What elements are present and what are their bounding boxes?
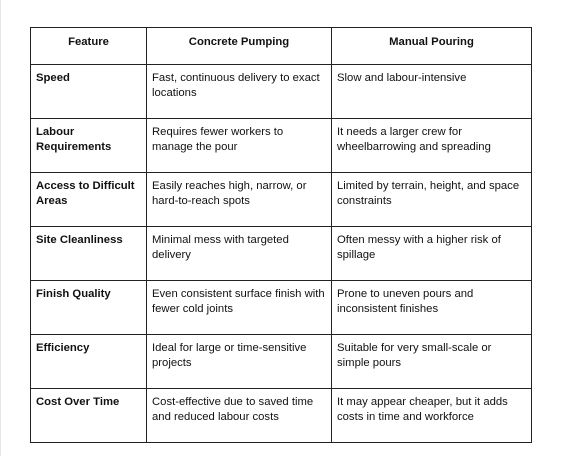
pumping-cell: Minimal mess with targeted delivery bbox=[147, 227, 332, 281]
table-row bbox=[31, 227, 532, 281]
feature-cell: Cost Over Time bbox=[31, 389, 147, 443]
table-row bbox=[31, 281, 532, 335]
manual-cell: It may appear cheaper, but it adds costs in time and workforce bbox=[332, 389, 532, 443]
manual-cell: It needs a larger crew for wheelbarrowing and spreading bbox=[332, 119, 532, 173]
feature-cell: Efficiency bbox=[31, 335, 147, 389]
table-body bbox=[31, 65, 532, 443]
comparison-table bbox=[30, 27, 532, 443]
feature-cell: Labour Requirements bbox=[31, 119, 147, 173]
header-feature: Feature bbox=[31, 28, 147, 65]
table-row bbox=[31, 389, 532, 443]
feature-cell: Site Cleanliness bbox=[31, 227, 147, 281]
pumping-cell: Fast, continuous delivery to exact locations bbox=[147, 65, 332, 119]
table-header bbox=[31, 28, 532, 65]
table-row bbox=[31, 119, 532, 173]
header-row bbox=[31, 28, 532, 65]
pumping-cell: Easily reaches high, narrow, or hard-to-reach spots bbox=[147, 173, 332, 227]
pumping-cell: Cost-effective due to saved time and reduced labour costs bbox=[147, 389, 332, 443]
manual-cell: Suitable for very small-scale or simple pours bbox=[332, 335, 532, 389]
pumping-cell: Even consistent surface finish with fewer cold joints bbox=[147, 281, 332, 335]
feature-cell: Access to Difficult Areas bbox=[31, 173, 147, 227]
header-manual-pouring: Manual Pouring bbox=[332, 28, 532, 65]
table-row bbox=[31, 173, 532, 227]
header-concrete-pumping: Concrete Pumping bbox=[147, 28, 332, 65]
table-row bbox=[31, 65, 532, 119]
manual-cell: Prone to uneven pours and inconsistent finishes bbox=[332, 281, 532, 335]
feature-cell: Speed bbox=[31, 65, 147, 119]
pumping-cell: Ideal for large or time-sensitive projects bbox=[147, 335, 332, 389]
feature-cell: Finish Quality bbox=[31, 281, 147, 335]
manual-cell: Slow and labour-intensive bbox=[332, 65, 532, 119]
manual-cell: Often messy with a higher risk of spillage bbox=[332, 227, 532, 281]
table-row bbox=[31, 335, 532, 389]
pumping-cell: Requires fewer workers to manage the pour bbox=[147, 119, 332, 173]
manual-cell: Limited by terrain, height, and space constraints bbox=[332, 173, 532, 227]
